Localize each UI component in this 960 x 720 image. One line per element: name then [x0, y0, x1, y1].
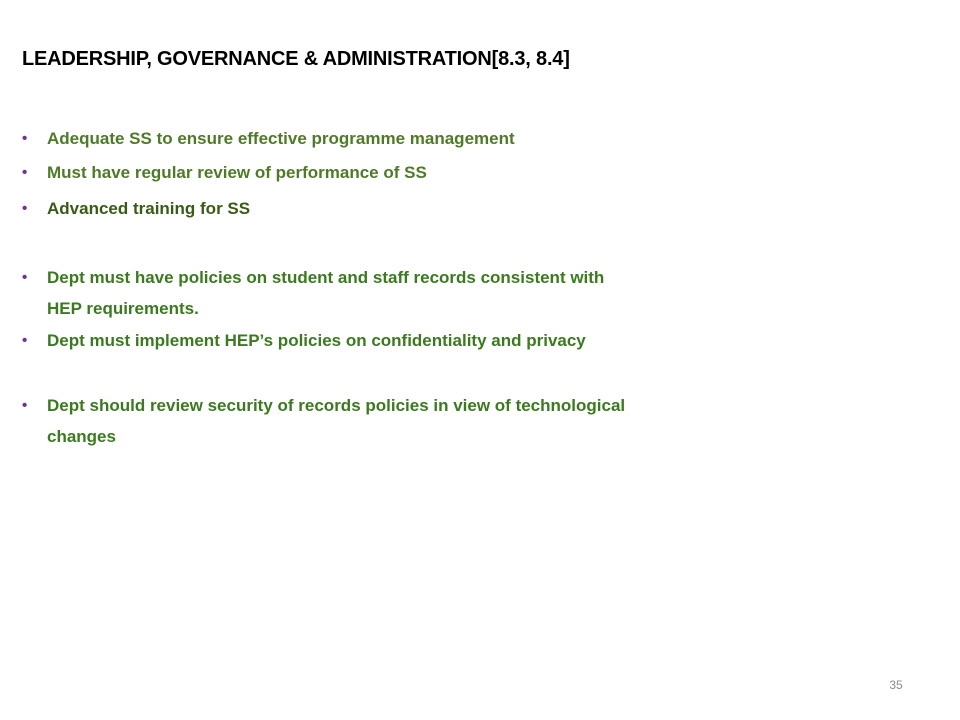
bullet-text: Dept must implement HEP’s policies on confidentiality and privacy — [47, 331, 586, 350]
bullet-text: Adequate SS to ensure effective programme management — [47, 129, 515, 148]
bullet-dot-icon: • — [22, 130, 28, 147]
bullet-dot-icon: • — [22, 332, 28, 349]
slide-title: LEADERSHIP, GOVERNANCE & ADMINISTRATION[8.3, 8.4] — [22, 48, 570, 70]
bullet-text: Dept should review security of records policies in view of technological changes — [47, 396, 626, 446]
bullet-text: Advanced training for SS — [47, 199, 251, 218]
bullet-dot-icon: • — [22, 397, 28, 414]
page-number: 35 — [889, 678, 903, 692]
bullet-text: Dept must have policies on student and staff records consistent with HEP requirements. — [47, 268, 605, 318]
bullet-dot-icon: • — [22, 200, 28, 217]
bullet-text: Must have regular review of performance of SS — [47, 163, 427, 182]
bullet-dot-icon: • — [22, 164, 28, 181]
bullet-dot-icon: • — [22, 269, 28, 286]
